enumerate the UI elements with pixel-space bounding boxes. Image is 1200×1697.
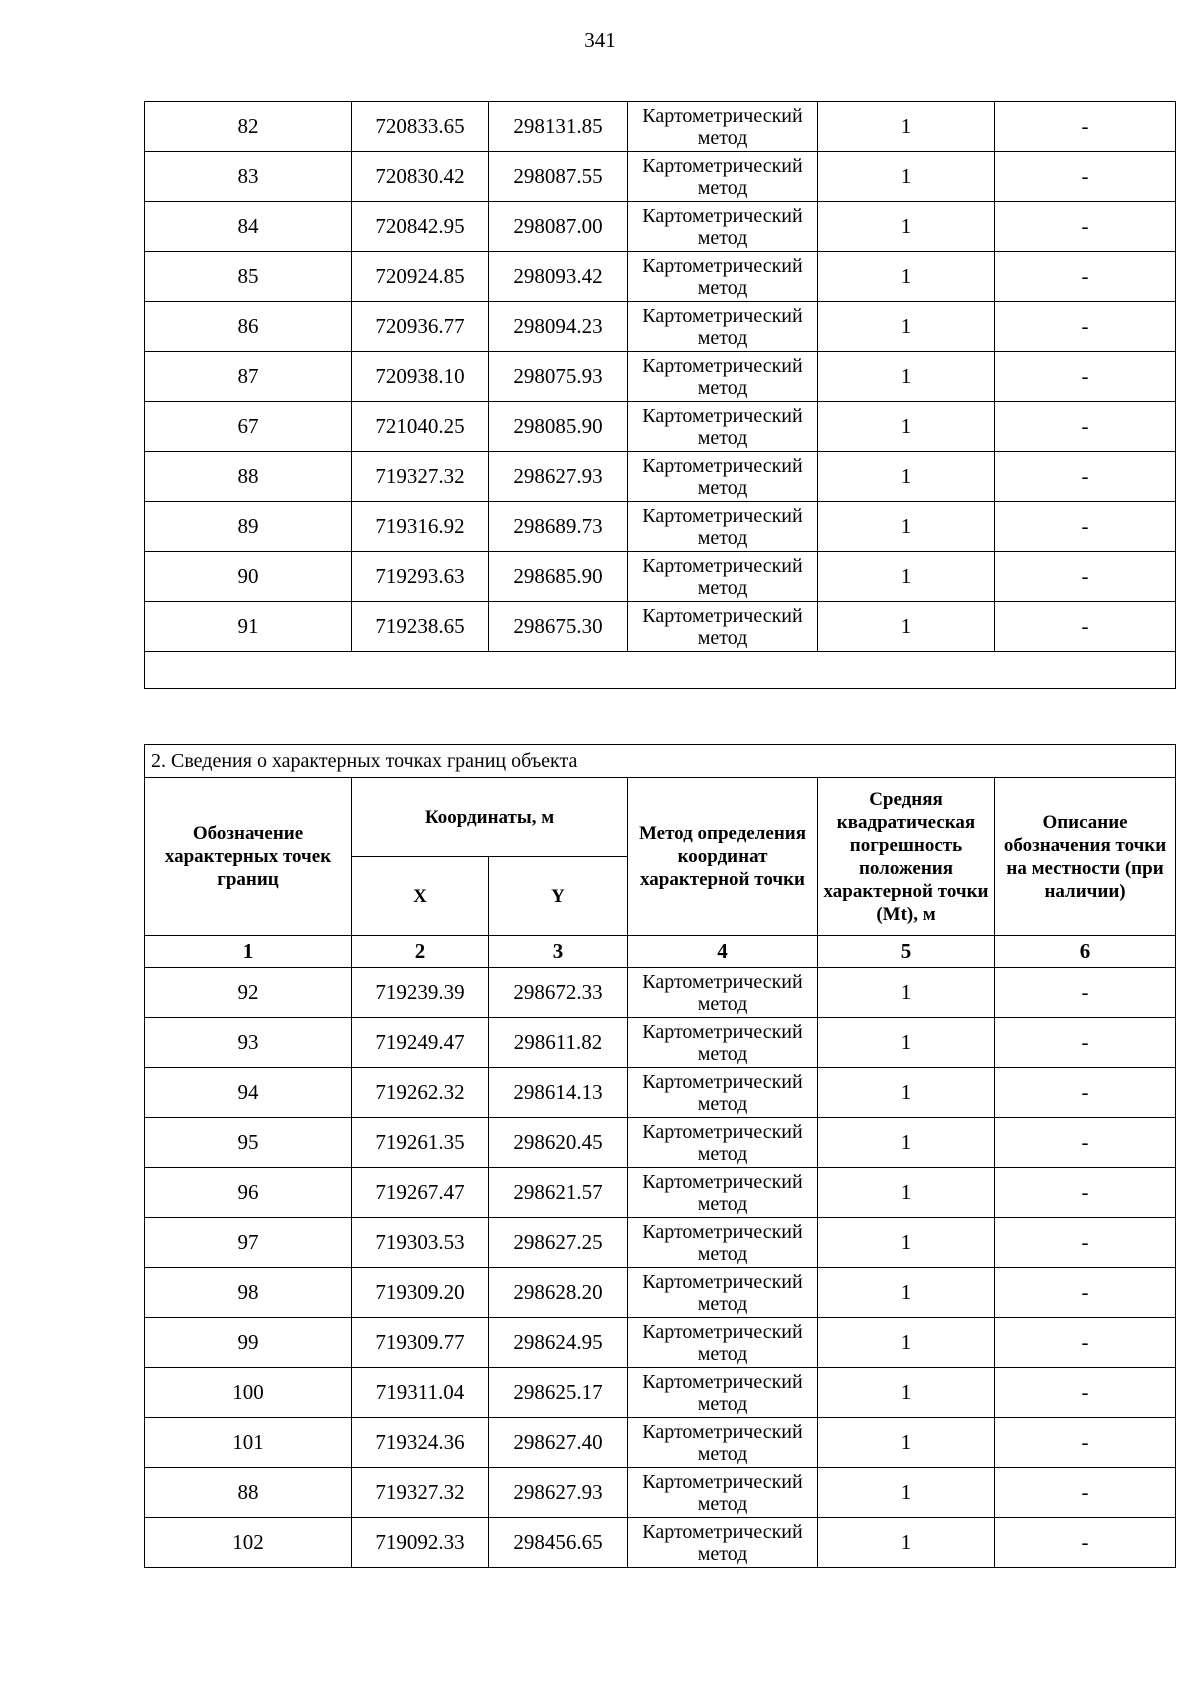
table-row — [145, 602, 1176, 652]
cell-method: Картометрический метод — [628, 252, 818, 302]
table-row — [145, 1518, 1176, 1568]
cell-y: 298614.13 — [489, 1068, 628, 1118]
cell-method: Картометрический метод — [628, 1018, 818, 1068]
cell-method: Картометрический метод — [628, 352, 818, 402]
cell-y: 298625.17 — [489, 1368, 628, 1418]
cell-point-id: 98 — [145, 1268, 352, 1318]
cell-method: Картометрический метод — [628, 452, 818, 502]
table-row — [145, 102, 1176, 152]
cell-point-id: 88 — [145, 452, 352, 502]
cell-x: 719238.65 — [352, 602, 489, 652]
cell-description: - — [995, 402, 1176, 452]
cell-mt: 1 — [818, 502, 995, 552]
table-row — [145, 452, 1176, 502]
cell-method: Картометрический метод — [628, 202, 818, 252]
cell-point-id: 86 — [145, 302, 352, 352]
cell-point-id: 82 — [145, 102, 352, 152]
page-number: 341 — [584, 28, 616, 52]
cell-description: - — [995, 1018, 1176, 1068]
cell-point-id: 92 — [145, 968, 352, 1018]
column-number: 3 — [489, 936, 628, 968]
cell-y: 298456.65 — [489, 1518, 628, 1568]
cell-mt: 1 — [818, 1468, 995, 1518]
table-row — [145, 1468, 1176, 1518]
cell-point-id: 85 — [145, 252, 352, 302]
cell-x: 719324.36 — [352, 1418, 489, 1468]
cell-y: 298689.73 — [489, 502, 628, 552]
cell-description: - — [995, 502, 1176, 552]
cell-mt: 1 — [818, 1068, 995, 1118]
cell-point-id: 100 — [145, 1368, 352, 1418]
table-row — [145, 252, 1176, 302]
cell-x: 721040.25 — [352, 402, 489, 452]
cell-x: 720938.10 — [352, 352, 489, 402]
cell-y: 298627.93 — [489, 1468, 628, 1518]
cell-description: - — [995, 1118, 1176, 1168]
column-number: 4 — [628, 936, 818, 968]
cell-point-id: 101 — [145, 1418, 352, 1468]
cell-description: - — [995, 1418, 1176, 1468]
cell-mt: 1 — [818, 352, 995, 402]
cell-method: Картометрический метод — [628, 1418, 818, 1468]
table-row — [145, 1268, 1176, 1318]
column-number: 5 — [818, 936, 995, 968]
cell-y: 298627.93 — [489, 452, 628, 502]
cell-point-id: 91 — [145, 602, 352, 652]
cell-y: 298075.93 — [489, 352, 628, 402]
cell-description: - — [995, 352, 1176, 402]
cell-y: 298087.55 — [489, 152, 628, 202]
table-caption: 2. Сведения о характерных точках границ объекта — [145, 745, 1176, 778]
cell-y: 298087.00 — [489, 202, 628, 252]
cell-x: 720936.77 — [352, 302, 489, 352]
cell-description: - — [995, 1068, 1176, 1118]
cell-mt: 1 — [818, 1518, 995, 1568]
cell-point-id: 88 — [145, 1468, 352, 1518]
cell-description: - — [995, 252, 1176, 302]
cell-x: 719316.92 — [352, 502, 489, 552]
cell-mt: 1 — [818, 1218, 995, 1268]
cell-method: Картометрический метод — [628, 1368, 818, 1418]
cell-description: - — [995, 1268, 1176, 1318]
cell-y: 298131.85 — [489, 102, 628, 152]
cell-x: 719249.47 — [352, 1018, 489, 1068]
cell-point-id: 84 — [145, 202, 352, 252]
cell-x: 720830.42 — [352, 152, 489, 202]
cell-mt: 1 — [818, 1368, 995, 1418]
cell-method: Картометрический метод — [628, 1318, 818, 1368]
cell-method: Картометрический метод — [628, 1068, 818, 1118]
cell-mt: 1 — [818, 1168, 995, 1218]
cell-method: Картометрический метод — [628, 402, 818, 452]
cell-mt: 1 — [818, 1118, 995, 1168]
cell-y: 298085.90 — [489, 402, 628, 452]
header-x: X — [352, 857, 489, 936]
cell-description: - — [995, 968, 1176, 1018]
table-row — [145, 202, 1176, 252]
cell-x: 719262.32 — [352, 1068, 489, 1118]
table-row — [145, 352, 1176, 402]
cell-description: - — [995, 602, 1176, 652]
boundary-points-table-continued — [144, 101, 1176, 689]
cell-method: Картометрический метод — [628, 1468, 818, 1518]
cell-point-id: 90 — [145, 552, 352, 602]
cell-point-id: 67 — [145, 402, 352, 452]
empty-row — [145, 652, 1176, 689]
cell-point-id: 96 — [145, 1168, 352, 1218]
cell-description: - — [995, 202, 1176, 252]
table-row — [145, 552, 1176, 602]
cell-y: 298627.40 — [489, 1418, 628, 1468]
cell-mt: 1 — [818, 1418, 995, 1468]
header-y: Y — [489, 857, 628, 936]
cell-y: 298672.33 — [489, 968, 628, 1018]
cell-point-id: 99 — [145, 1318, 352, 1368]
cell-description: - — [995, 1318, 1176, 1368]
cell-mt: 1 — [818, 152, 995, 202]
cell-x: 719309.77 — [352, 1318, 489, 1368]
cell-method: Картометрический метод — [628, 502, 818, 552]
cell-point-id: 94 — [145, 1068, 352, 1118]
header-mean-square-error: Средняя квадратическая погрешность положения характерной точки (Mt), м — [818, 778, 995, 936]
cell-x: 719092.33 — [352, 1518, 489, 1568]
cell-description: - — [995, 1468, 1176, 1518]
table-row — [145, 968, 1176, 1018]
cell-description: - — [995, 1218, 1176, 1268]
cell-point-id: 102 — [145, 1518, 352, 1568]
cell-point-id: 89 — [145, 502, 352, 552]
cell-description: - — [995, 552, 1176, 602]
cell-y: 298675.30 — [489, 602, 628, 652]
cell-method: Картометрический метод — [628, 152, 818, 202]
cell-mt: 1 — [818, 402, 995, 452]
cell-method: Картометрический метод — [628, 552, 818, 602]
cell-method: Картометрический метод — [628, 1518, 818, 1568]
cell-point-id: 95 — [145, 1118, 352, 1168]
column-number: 2 — [352, 936, 489, 968]
table-row — [145, 1368, 1176, 1418]
cell-point-id: 87 — [145, 352, 352, 402]
cell-description: - — [995, 452, 1176, 502]
cell-y: 298628.20 — [489, 1268, 628, 1318]
cell-method: Картометрический метод — [628, 1268, 818, 1318]
boundary-points-table — [144, 744, 1176, 1568]
cell-method: Картометрический метод — [628, 602, 818, 652]
table-row — [145, 1018, 1176, 1068]
cell-x: 719239.39 — [352, 968, 489, 1018]
table-row — [145, 1318, 1176, 1368]
cell-y: 298624.95 — [489, 1318, 628, 1368]
cell-point-id: 97 — [145, 1218, 352, 1268]
header-description: Описание обозначения точки на местности (при наличии) — [995, 778, 1176, 936]
cell-x: 719261.35 — [352, 1118, 489, 1168]
cell-mt: 1 — [818, 1318, 995, 1368]
cell-method: Картометрический метод — [628, 1218, 818, 1268]
cell-description: - — [995, 102, 1176, 152]
table-row — [145, 402, 1176, 452]
cell-y: 298093.42 — [489, 252, 628, 302]
table2-body — [145, 968, 1176, 1568]
cell-x: 720833.65 — [352, 102, 489, 152]
table-row — [145, 502, 1176, 552]
cell-y: 298094.23 — [489, 302, 628, 352]
cell-description: - — [995, 1368, 1176, 1418]
column-number: 6 — [995, 936, 1176, 968]
table-row — [145, 1118, 1176, 1168]
table-row — [145, 1068, 1176, 1118]
cell-x: 719303.53 — [352, 1218, 489, 1268]
table1-body — [145, 102, 1176, 689]
cell-x: 719327.32 — [352, 1468, 489, 1518]
cell-x: 719309.20 — [352, 1268, 489, 1318]
cell-mt: 1 — [818, 1018, 995, 1068]
cell-method: Картометрический метод — [628, 968, 818, 1018]
cell-description: - — [995, 1518, 1176, 1568]
cell-y: 298627.25 — [489, 1218, 628, 1268]
cell-description: - — [995, 302, 1176, 352]
header-point-designation: Обозначение характерных точек границ — [145, 778, 352, 936]
table-row — [145, 1218, 1176, 1268]
cell-mt: 1 — [818, 452, 995, 502]
table-row — [145, 1418, 1176, 1468]
cell-mt: 1 — [818, 102, 995, 152]
cell-mt: 1 — [818, 302, 995, 352]
cell-method: Картометрический метод — [628, 302, 818, 352]
table-row — [145, 1168, 1176, 1218]
column-number: 1 — [145, 936, 352, 968]
cell-mt: 1 — [818, 252, 995, 302]
cell-mt: 1 — [818, 202, 995, 252]
cell-x: 719327.32 — [352, 452, 489, 502]
cell-y: 298685.90 — [489, 552, 628, 602]
cell-x: 720842.95 — [352, 202, 489, 252]
empty-cell — [145, 652, 1176, 689]
header-coordinates: Координаты, м — [352, 778, 628, 857]
cell-mt: 1 — [818, 968, 995, 1018]
cell-y: 298621.57 — [489, 1168, 628, 1218]
cell-method: Картометрический метод — [628, 1168, 818, 1218]
cell-method: Картометрический метод — [628, 102, 818, 152]
cell-y: 298620.45 — [489, 1118, 628, 1168]
cell-description: - — [995, 1168, 1176, 1218]
cell-point-id: 93 — [145, 1018, 352, 1068]
cell-x: 719267.47 — [352, 1168, 489, 1218]
table-row — [145, 302, 1176, 352]
cell-method: Картометрический метод — [628, 1118, 818, 1168]
cell-point-id: 83 — [145, 152, 352, 202]
table-row — [145, 152, 1176, 202]
cell-description: - — [995, 152, 1176, 202]
cell-x: 719293.63 — [352, 552, 489, 602]
cell-mt: 1 — [818, 552, 995, 602]
cell-mt: 1 — [818, 1268, 995, 1318]
cell-mt: 1 — [818, 602, 995, 652]
cell-x: 720924.85 — [352, 252, 489, 302]
header-method: Метод определения координат характерной точки — [628, 778, 818, 936]
cell-y: 298611.82 — [489, 1018, 628, 1068]
cell-x: 719311.04 — [352, 1368, 489, 1418]
